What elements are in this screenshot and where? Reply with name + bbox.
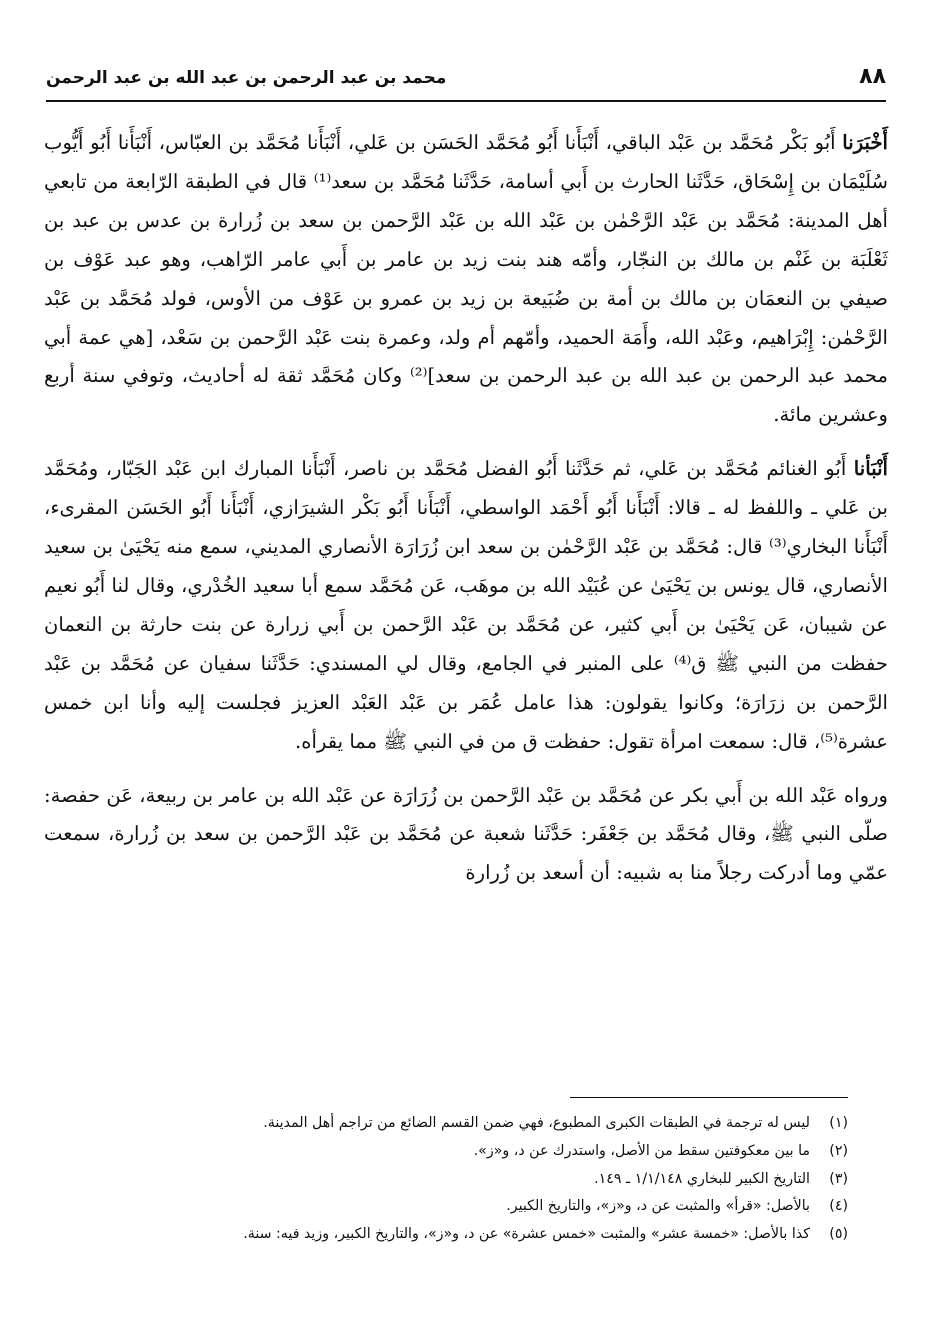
paragraph-text: أَبُو بَكْر مُحَمَّد بن عَبْد الباقي، أَنْبَأَنا أَبُو مُحَمَّد الحَسَن بن عَلي، أَنْبَأَنا مُحَمَّد بن العبّاس، أَنْبَأَنا أَبُو أَيُّوب سُلَيْمَان بن إِسْحَاق، حَدَّثَنا الحارث بن أَبي أسامة، حَدَّثَنا مُحَمَّد بن سعد⁽¹⁾ قال في الطبقة الرّابعة من تابعي أهل المدينة: مُحَمَّد بن عَبْد الرَّحْمٰن بن عَبْد الله بن عَبْد الرَّحمن بن سعد بن زُرارة بن عدس بن عبد بن ثَعْلَبَة بن غَنْم بن مالك بن النجّار، وأمّه هند بنت زيد بن عامر بن أَبي عامر الرّاهب، وهو عبد عَوْف بن صيفي بن النعمَان بن مالك بن أمة بن ضُبَيعة بن زيد بن عمرو بن عَوْف من الأوس، فولد مُحَمَّد بن عَبْد الرَّحْمٰن: إِبْرَاهيم، وعَبْد الله، وأَمَة الحميد، وأمّهم أم ولد، وعمرة بنت عَبْد الرَّحمن بن سَعْد، [هي عمة أبي محمد عبد الرحمن بن عبد الله بن عبد الرحمن بن سعد]⁽²⁾ وكان مُحَمَّد ثقة له أحاديث، وتوفي سنة أربع وعشرين مائة. (44, 131, 889, 427)
footnote-number: (٢) (829, 1142, 848, 1159)
paragraph-text: أَبُو الغنائم مُحَمَّد بن عَلي، ثم حَدَّثَنا أَبُو الفضل مُحَمَّد بن ناصر، أَنْبَأَنا المبارك ابن عَبْد الجَبّار، ومُحَمَّد بن عَلي ـ واللفظ له ـ قالا: أَنْبَأَنا أَبُو أَحْمَد الواسطي، أَنْبَأَنا أَبُو بَكْر الشيرَازي، أَنْبَأَنا أَبُو الحَسَن المقرىء، أَنْبَأَنا البخاري⁽³⁾ قال: مُحَمَّد بن عَبْد الرَّحْمٰن بن سعد ابن زُرَارَة الأنصاري المديني، سمع منه يَحْيَىٰ بن سعيد الأنصاري، قال يونس بن يَحْيَىٰ عن عُبَيْد الله بن موهَب، عَن مُحَمَّد سمع أبا سعيد الخُدْري، وقال لنا أَبُو نعيم عن شيبان، عَن يَحْيَىٰ بن أَبي كثير، عن مُحَمَّد بن عَبْد الرَّحمن بن أَبي زرارة عن بنت حارثة بن النعمان حفظت من النبي ﷺ ق⁽⁴⁾ على المنبر في الجامع، وقال لي المسندي: حَدَّثَنا سفيان عن مُحَمَّد بن عَبْد الرَّحمن بن زرَارَة؛ وكانوا يقولون: هذا عامل عُمَر بن عَبْد العَبْد العزيز فجلست إليه وأنا ابن خمس عشرة⁽⁵⁾، قال: سمعت امرأة تقول: حفظت ق من في النبي ﷺ مما يقرأه. (44, 457, 888, 753)
paragraph-1 (44, 124, 888, 435)
footnote-text: بالأصل: «قرأ» والمثبت عن د، و«ز»، والتاريخ الكبير. (506, 1198, 810, 1215)
paragraph-lead: أَنْبَأنا (853, 457, 888, 481)
footnote-number: (١) (829, 1115, 848, 1131)
footnote (44, 1193, 848, 1221)
running-title: محمد بن عبد الرحمن بن عبد الله بن عبد الرحمن (46, 68, 447, 88)
footnote-number: (٤) (829, 1198, 848, 1215)
main-text (44, 124, 888, 893)
footnote-text: التاريخ الكبير للبخاري ١/١/١٤٨ ـ ١٤٩. (594, 1170, 810, 1187)
paragraph-3 (44, 777, 888, 894)
footnote (44, 1166, 848, 1194)
footnotes (44, 1110, 848, 1249)
footnote-number: (٣) (829, 1170, 848, 1187)
paragraph-2 (44, 450, 888, 761)
paragraph-lead: أَخْبَرَنا (842, 131, 888, 154)
footnote-text: ما بين معكوفتين سقط من الأصل، واستدرك عن د، و«ز». (473, 1142, 810, 1159)
page-number: ٨٨ (859, 64, 886, 89)
footnote-divider (570, 1097, 848, 1098)
paragraph-text: ورواه عَبْد الله بن أَبي بكر عن مُحَمَّد بن عَبْد الرَّحمن بن زُرَارَة عن عَبْد الله بن عامر بن ربيعة، عَن حفصة: صلّى النبي ﷺ، وقال مُحَمَّد بن جَعْفَر: حَدَّثَنا شعبة عن مُحَمَّد بن عَبْد الرَّحمن بن سعد بن زُرارة، سمعت عمّي وما أدركت رجلاً منا به شبيه: أن أسعد بن زُرارة (44, 783, 888, 885)
footnote-text: كذا بالأصل: «خمسة عشر» والمثبت «خمس عشرة» عن د، و«ز»، والتاريخ الكبير، وزيد فيه: سنة. (243, 1226, 810, 1243)
footnote (44, 1138, 848, 1166)
footnote-number: (٥) (829, 1226, 848, 1243)
footnote-text: ليس له ترجمة في الطبقات الكبرى المطبوع، فهي ضمن القسم الضائع من تراجم أهل المدينة. (263, 1115, 810, 1131)
footnote (44, 1221, 848, 1249)
footnote (44, 1110, 848, 1138)
page-header (46, 60, 886, 102)
